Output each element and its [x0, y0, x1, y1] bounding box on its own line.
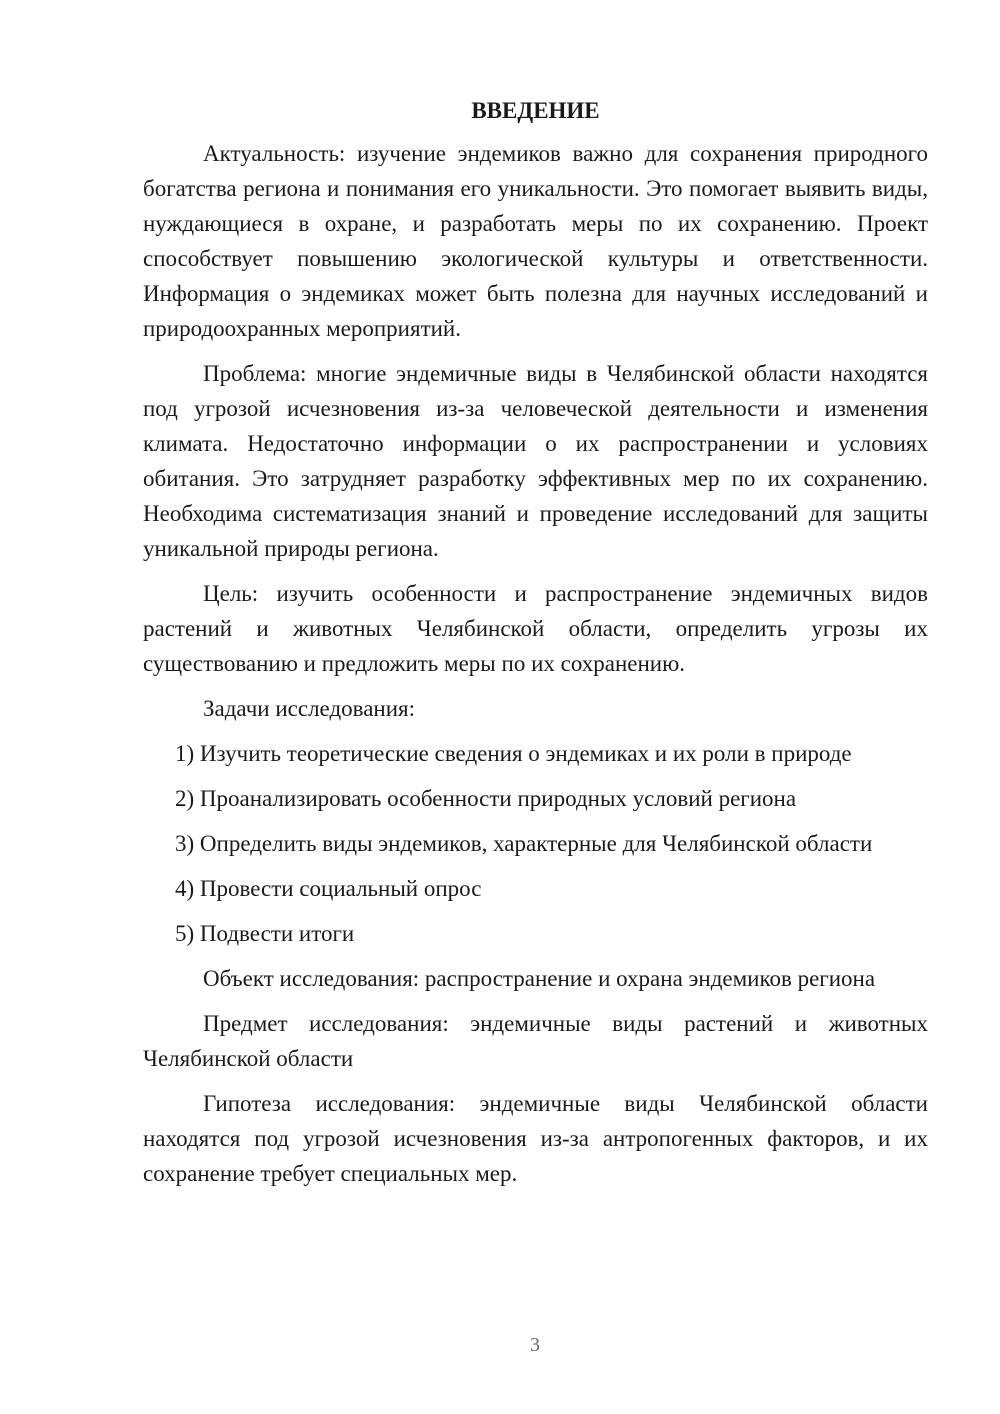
- paragraph-tasks-heading: Задачи исследования:: [203, 696, 416, 721]
- paragraph-problem: Проблема: многие эндемичные виды в Челябинской области находятся под угрозой исчезновения из-за человеческой деятельности и изменения климата. Недостаточно информации о их распространении и условиях обитания. Это затрудняет разработку эффективных мер по их сохранению. Необходима систематизация знаний и проведение исследований для защиты уникальной природы региона.: [143, 361, 928, 561]
- paragraph-goal: Цель: изучить особенности и распространение эндемичных видов растений и животных Челябинской области, определить угрозы их существованию и предложить меры по их сохранению.: [143, 581, 928, 676]
- paragraph-relevance: Актуальность: изучение эндемиков важно для сохранения природного богатства региона и понимания его уникальности. Это помогает выявить виды, нуждающиеся в охране, и разработать меры по их сохранению. Проект способствует повышению экологической культуры и ответственности. Информация о эндемиках может быть полезна для научных исследований и природоохранных мероприятий.: [143, 141, 928, 341]
- page-content: [143, 96, 928, 1201]
- task-item-3: 3) Определить виды эндемиков, характерные для Челябинской области: [175, 831, 873, 856]
- task-item-4: 4) Провести социальный опрос: [175, 876, 482, 901]
- section-title: ВВЕДЕНИЕ: [471, 98, 600, 123]
- page-number: 3: [530, 1334, 540, 1356]
- task-item-1: 1) Изучить теоретические сведения о эндемиках и их роли в природе: [175, 741, 852, 766]
- paragraph-hypothesis: Гипотеза исследования: эндемичные виды Челябинской области находятся под угрозой исчезновения из-за антропогенных факторов, и их сохранение требует специальных мер.: [143, 1091, 928, 1186]
- paragraph-object: Объект исследования: распространение и охрана эндемиков региона: [203, 966, 876, 991]
- paragraph-subject: Предмет исследования: эндемичные виды растений и животных Челябинской области: [143, 1011, 928, 1071]
- task-item-5: 5) Подвести итоги: [175, 921, 355, 946]
- task-item-2: 2) Проанализировать особенности природных условий региона: [175, 786, 797, 811]
